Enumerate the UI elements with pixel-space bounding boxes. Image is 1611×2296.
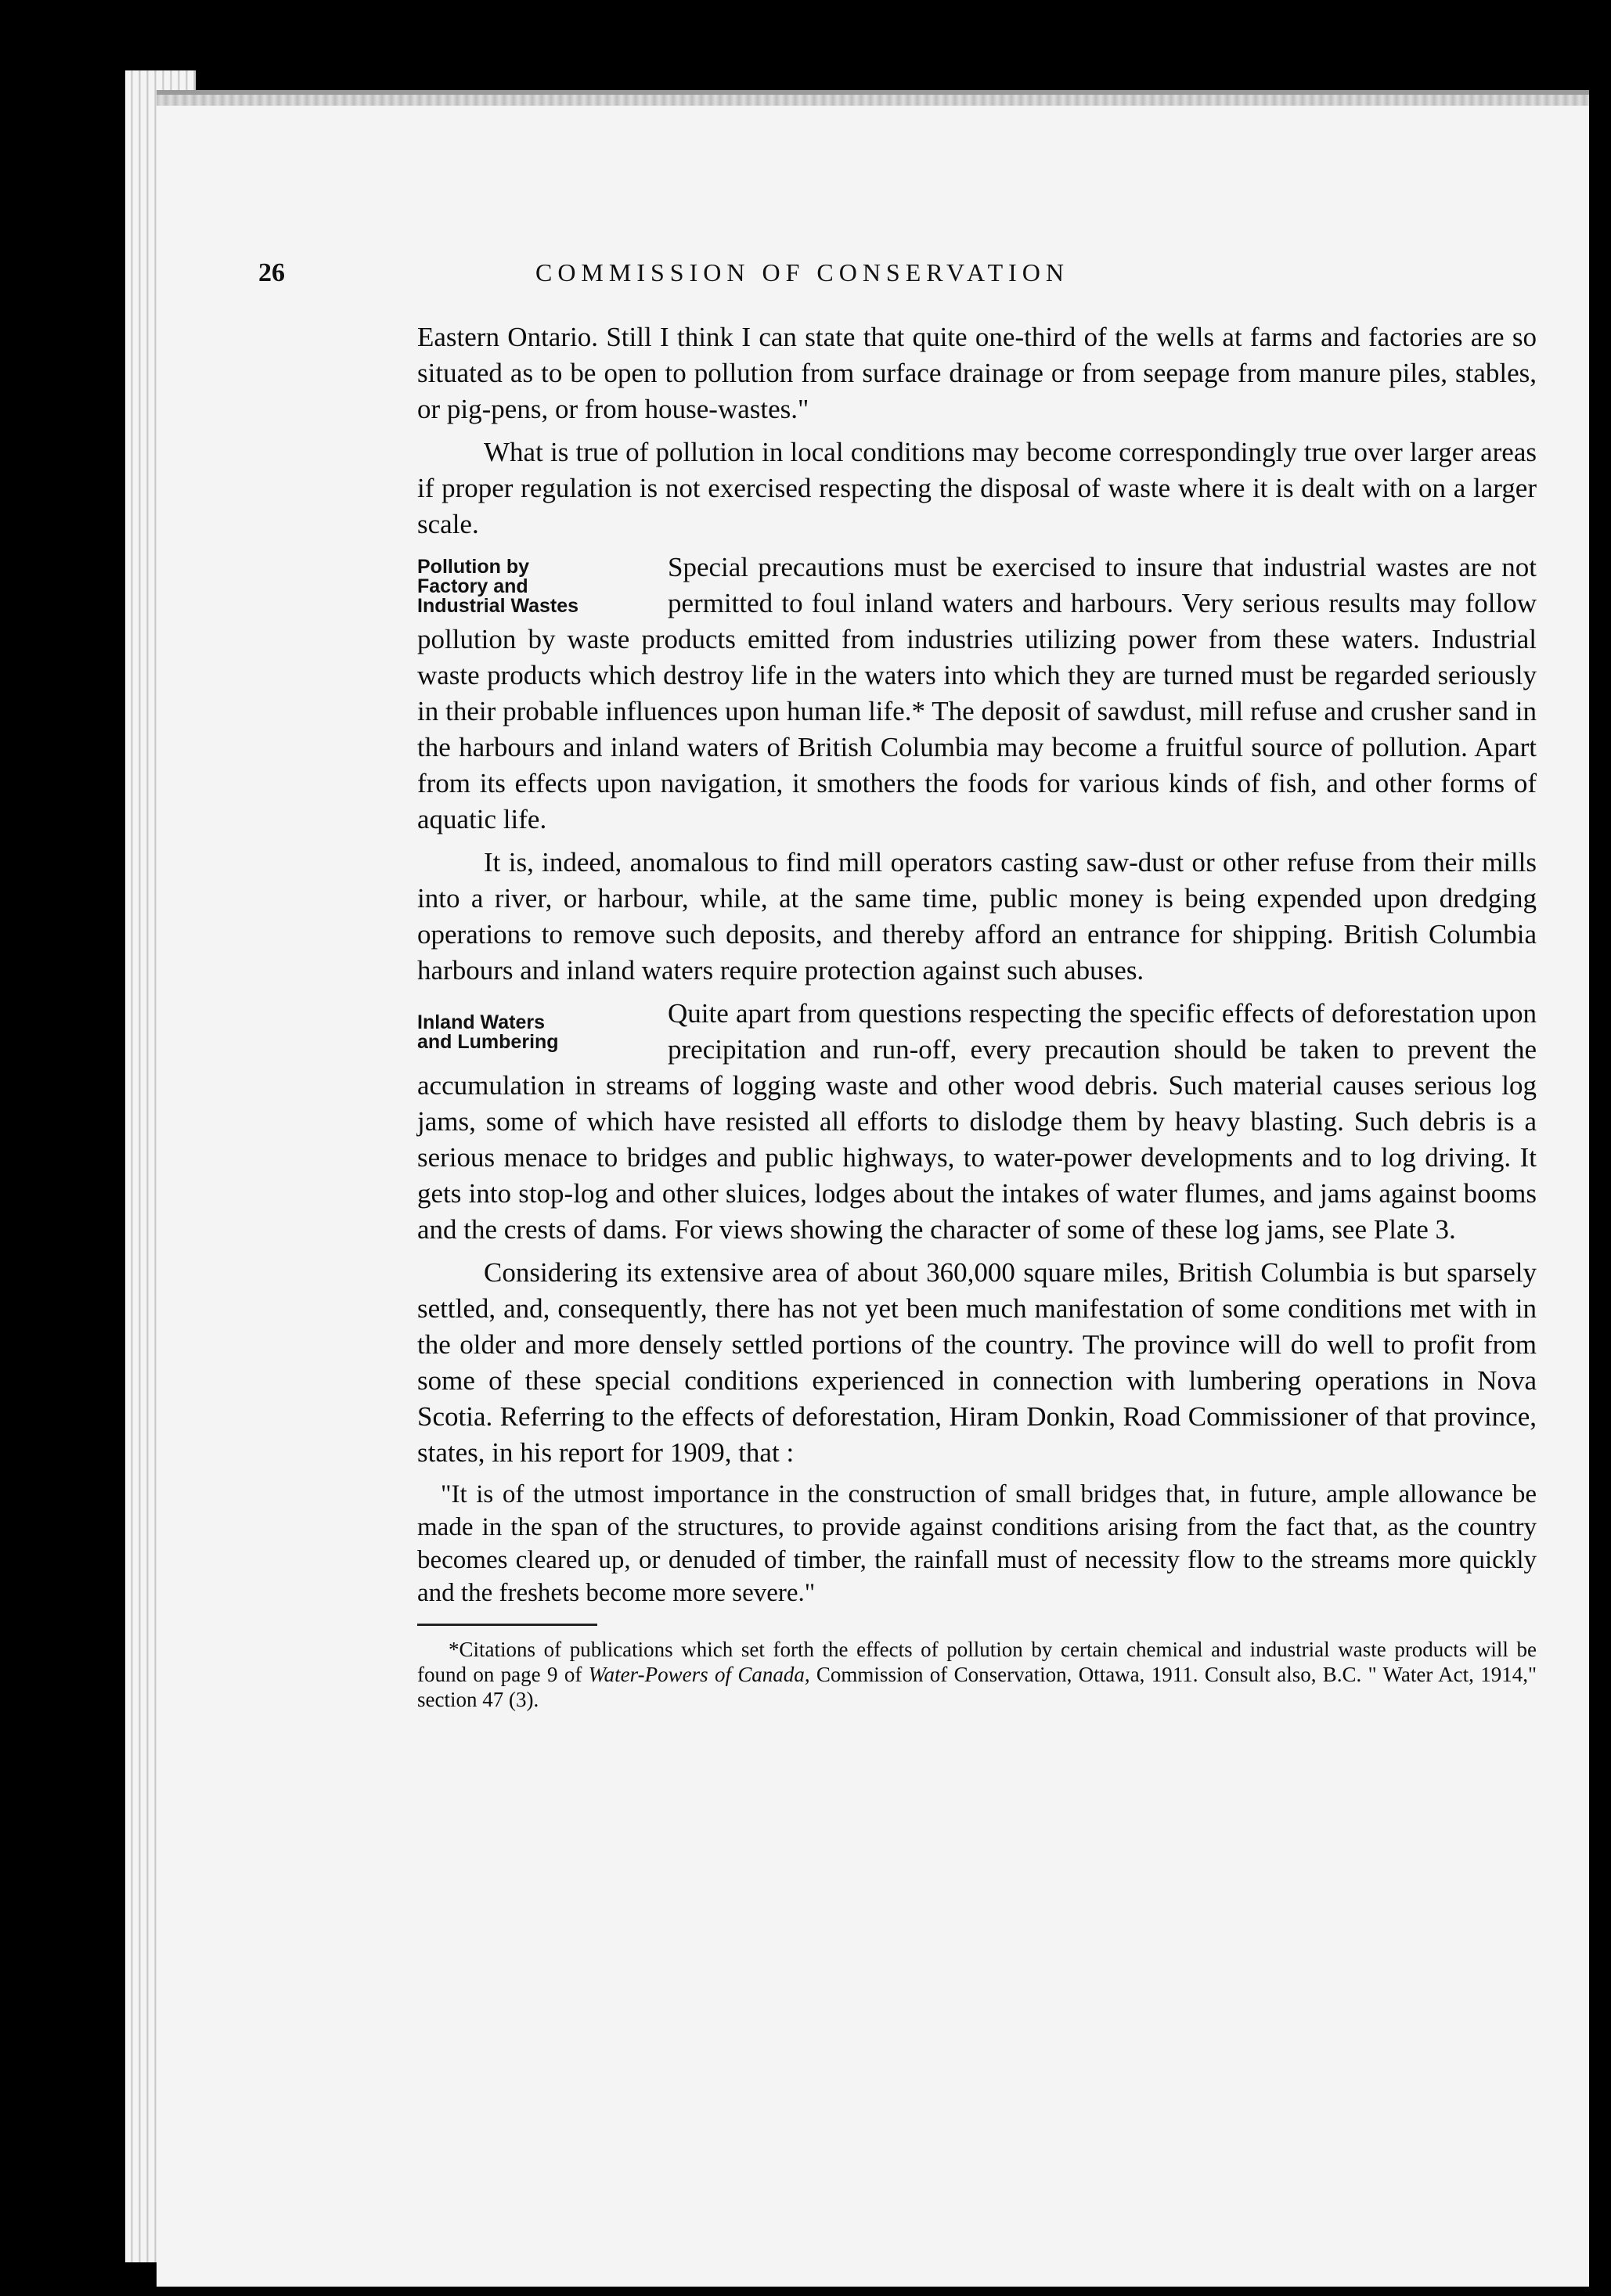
paragraph: Quite apart from questions respecting the specific effects of deforestation upon precipitation and run-off, every precaution should be taken to prevent the accumulation in streams of logging waste and other wood debris. Such material causes serious log jams, some of which have resisted all efforts to dislodge them by heavy blasting. Such debris is a serious menace to bridges and public highways, to water-power developments and to log driving. It gets into stop-log and other sluices, lodges about the intakes of water flumes, and jams against booms and the crests of dams. For views showing the character of some of these log jams, see Plate 3. — [417, 998, 1537, 1245]
sidenote-line: Factory and — [417, 575, 528, 597]
footnote-text: *Citations of publications which set forth the effects of pollution by certain chemical and industrial waste products will be found on page 9 of — [417, 1638, 1537, 1686]
page-top-edge — [157, 95, 1589, 106]
section-inland — [417, 996, 1537, 1248]
page-number: 26 — [258, 258, 285, 287]
page-body — [417, 319, 1537, 1712]
footnote-title: Water-Powers of Canada, — [588, 1663, 810, 1686]
paragraph: Considering its extensive area of about 360,000 square miles, British Columbia is but sparsely settled, and, consequently, there has not yet been much manifestation of some conditions met with in the older and more densely settled portions of the country. The province will do well to profit from some of these special conditions experienced in connection with lumbering operations in Nova Scotia. Referring to the effects of deforestation, Hiram Donkin, Road Commissioner of that province, states, in his report for 1909, that : — [417, 1257, 1537, 1468]
paragraph: Eastern Ontario. Still I think I can state that quite one-third of the wells at farms and factories are so situated as to be open to pollution from surface drainage or from seepage from manure piles, stables, or pig-pens, or from house-wastes." — [417, 322, 1537, 424]
sidenote-inland — [417, 996, 636, 1052]
footnote-text: Commission of Conservation, Ottawa, 1911. Consult also, B.C. " Water Act, 1914," section 47 (3). — [417, 1663, 1537, 1711]
footnote — [417, 1637, 1537, 1712]
sidenote-line: Pollution by — [417, 556, 530, 578]
sidenote-pollution — [417, 550, 636, 616]
paragraph: What is true of pollution in local conditions may become correspondingly true over larger areas if proper regulation is not exercised respecting the disposal of waste where it is dealt with on a larger scale. — [417, 437, 1537, 539]
footnote-rule — [417, 1624, 597, 1626]
sidenote-line: Industrial Wastes — [417, 595, 579, 617]
running-title: COMMISSION OF CONSERVATION — [535, 258, 1070, 287]
sidenote-line: Inland Waters — [417, 1011, 545, 1033]
quotation: "It is of the utmost importance in the construction of small bridges that, in future, ample allowance be made in the span of the structures, to provide against conditions arising from the fact that, as the country becomes cleared up, or denuded of timber, the rainfall must of necessity flow to the streams more quickly and the freshets become more severe." — [417, 1480, 1537, 1607]
sidenote-line: and Lumbering — [417, 1031, 559, 1053]
paragraph: Special precautions must be exercised to insure that industrial wastes are not permitted to foul inland waters and harbours. Very serious results may follow pollution by waste products emitted from industries utilizing power from these waters. Industrial waste products which destroy life in the waters into which they are turned must be regarded seriously in their probable influences upon human life.* The deposit of sawdust, mill refuse and crusher sand in the harbours and inland waters of British Columbia may become a fruitful source of pollution. Apart from its effects upon navigation, it smothers the foods for various kinds of fish, and other forms of aquatic life. — [417, 552, 1537, 834]
running-head — [258, 258, 1307, 297]
paragraph: It is, indeed, anomalous to find mill operators casting saw-dust or other refuse from their mills into a river, or harbour, while, at the same time, public money is being expended upon dredging operations to remove such deposits, and thereby afford an entrance for shipping. British Columbia harbours and inland waters require protection against such abuses. — [417, 847, 1537, 986]
section-pollution — [417, 550, 1537, 838]
